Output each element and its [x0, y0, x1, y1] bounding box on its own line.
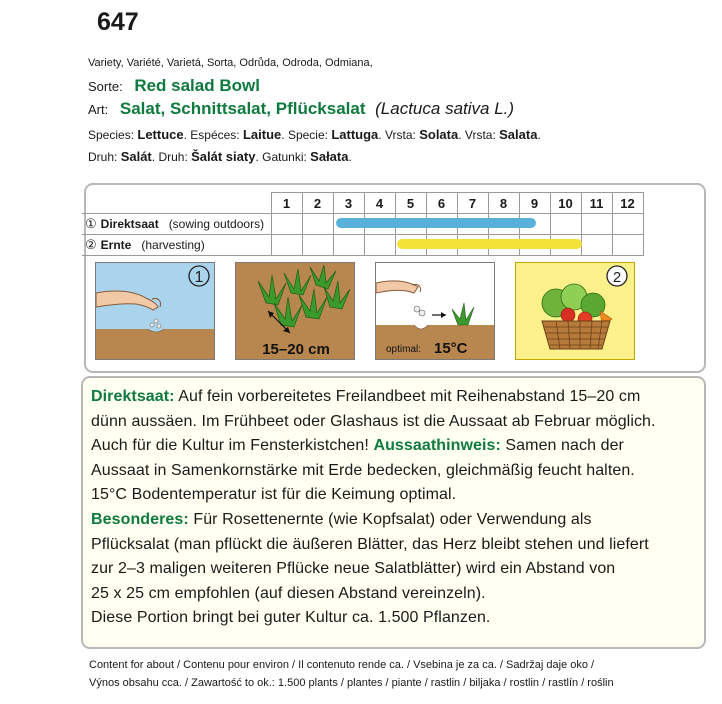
instructions-box — [81, 376, 706, 649]
svg-text:optimal:: optimal: — [386, 344, 422, 355]
svg-text:2: 2 — [612, 269, 622, 286]
svg-text:15–20 cm: 15–20 cm — [262, 341, 330, 358]
variety-value: Red salad Bowl — [134, 76, 260, 95]
sowing-pictogram — [95, 262, 215, 360]
instructions-line: Direktsaat: Auf fein vorbereitetes Freilandbeet mit Reihenabstand 15–20 cm — [91, 388, 641, 405]
instructions-line: 25 x 25 cm empfohlen (auf diesen Abstand vereinzeln). — [91, 584, 486, 602]
instructions-line: 15°C Bodentemperatur ist für die Keimung optimal. — [91, 486, 457, 504]
harvest-pictogram — [515, 262, 635, 360]
species-value: Salat, Schnittsalat, Pflücksalat — [119, 99, 366, 118]
footer-content-line-2: Výnos obsahu cca. / Zawartość to ok.: 1.500 plants / plantes / piante / rastlin / biljaka / rostlin / rastlín / roślin — [89, 677, 614, 689]
sowing-label: ① Direktsaat (sowing outdoors) — [82, 214, 271, 235]
instructions-line: dünn aussäen. Im Frühbeet oder Glashaus ist die Aussaat ab Februar möglich. — [91, 412, 656, 430]
month-10: 10 — [550, 193, 581, 214]
svg-text:1: 1 — [194, 269, 204, 286]
variety-label: Sorte: — [88, 79, 123, 94]
instructions-line: Diese Portion bringt bei guter Kultur ca. 1.500 Pflanzen. — [91, 609, 491, 627]
variety-line: Variety, Variété, Varietá, Sorta, Odrůda, Odroda, Odmiana, — [88, 57, 373, 69]
month-3: 3 — [333, 193, 364, 214]
footer-content-line: Content for about / Contenu pour environ / Il contenuto rende ca. / Vsebina je za ca. / Sadržaj daje oko / — [89, 659, 595, 671]
spacing-pictogram — [235, 262, 355, 360]
month-12: 12 — [612, 193, 643, 214]
instructions-line: Pflücksalat (man pflückt die äußeren Blätter, das Herz bleibt stehen und liefert — [91, 535, 649, 553]
month-11: 11 — [581, 193, 612, 214]
month-6: 6 — [426, 193, 457, 214]
instructions-line: Aussaat in Samenkornstärke mit Erde bedecken, gleichmäßig feucht halten. — [91, 461, 635, 479]
variety-name — [88, 76, 260, 96]
svg-text:15°C: 15°C — [434, 340, 468, 357]
instructions-line: zur 2–3 maligen weiteren Pflücke neue Salatblätter) wird ein Abstand von — [91, 560, 616, 578]
species-translations: Species: Lettuce. Espéces: Laitue. Specie: Lattuga. Vrsta: Solata. Vrsta: Salata. — [88, 127, 541, 142]
harvest-period-bar — [397, 239, 582, 249]
species-translations-2: Druh: Salát. Druh: Šalát siaty. Gatunki: Sałata. — [88, 149, 352, 164]
product-code: 647 — [97, 8, 139, 36]
month-8: 8 — [488, 193, 519, 214]
latin-name: (Lactuca sativa L.) — [375, 99, 515, 118]
month-1: 1 — [271, 193, 302, 214]
month-4: 4 — [364, 193, 395, 214]
sowing-period-bar — [336, 218, 536, 228]
species-name — [88, 99, 514, 119]
month-2: 2 — [302, 193, 333, 214]
instructions-line: Auch für die Kultur im Fensterkistchen! Aussaathinweis: Samen nach der — [91, 437, 624, 455]
calendar-header-row — [82, 193, 643, 214]
harvest-label: ② Ernte (harvesting) — [82, 235, 271, 256]
instructions-line: Besonderes: Für Rosettenernte (wie Kopfsalat) oder Verwendung als — [91, 510, 592, 528]
month-9: 9 — [519, 193, 550, 214]
month-7: 7 — [457, 193, 488, 214]
month-5: 5 — [395, 193, 426, 214]
temperature-pictogram — [375, 262, 495, 360]
species-label: Art: — [88, 102, 109, 117]
